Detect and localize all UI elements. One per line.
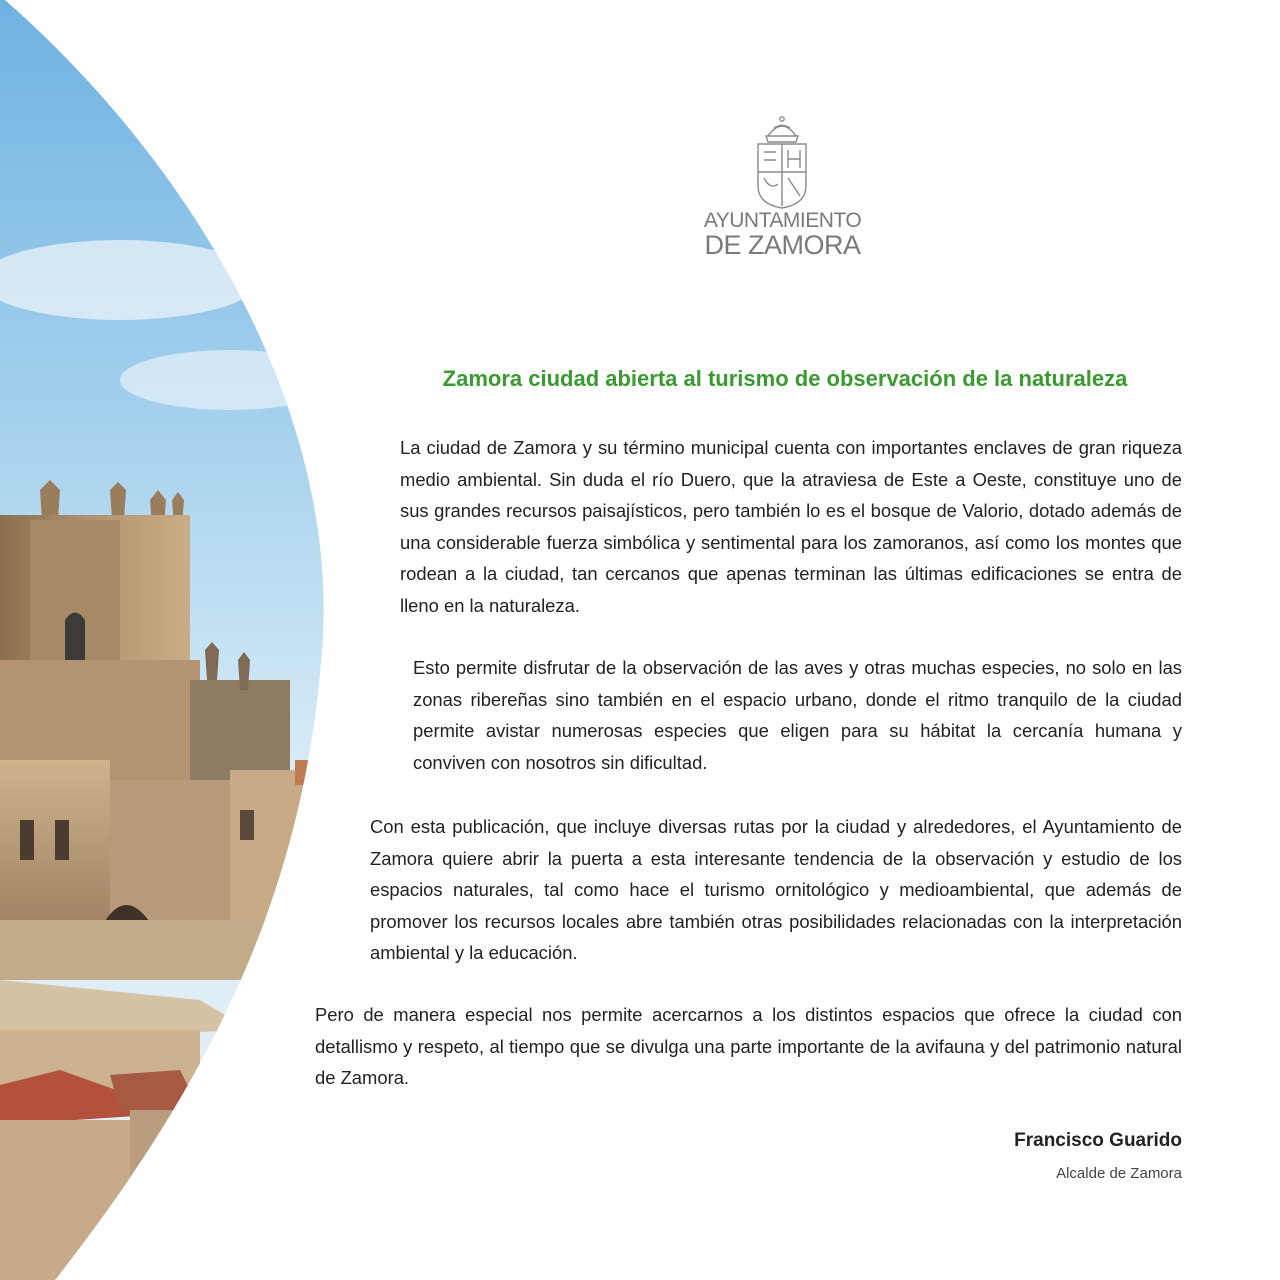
signature-name: Francisco Guarido	[1014, 1130, 1182, 1151]
cathedral-photo	[0, 0, 330, 1280]
org-name-line2: DE ZAMORA	[704, 230, 861, 260]
paragraph-publication: Con esta publicación, que incluye diversas rutas por la ciudad y alrededores, el Ayuntamiento de Zamora quiere abrir la puerta a esta interesante tendencia de la observación y estudio de los espacios naturales, tal como hace el turismo ornitológico y medioambiental, que además de promover los recursos locales abre también otras posibilidades relacionadas con la interpretación ambiental y la educación.	[370, 816, 1182, 963]
paragraph-observation: Esto permite disfrutar de la observación de las aves y otras muchas especies, no solo en las zonas ribereñas sino también en el espacio urbano, donde el ritmo tranquilo de la ciudad permite avistar numerosas especies que eligen para su hábitat la cercanía humana y conviven con nosotros sin dificultad.	[413, 657, 1182, 773]
organization-name	[700, 210, 865, 259]
paragraph-closing: Pero de manera especial nos permite acercarnos a los distintos espacios que ofrece la ciudad con detallismo y respeto, al tiempo que se divulga una parte importante de la avifauna y del patrimonio natural de Zamora.	[315, 1004, 1182, 1088]
paragraph-intro: La ciudad de Zamora y su término municipal cuenta con importantes enclaves de gran riqueza medio ambiental. Sin duda el río Duero, que la atraviesa de Este a Oeste, constituye uno de sus grandes recursos paisajísticos, pero también lo es el bosque de Valorio, dotado además de una considerable fuerza simbólica y sentimental para los zamoranos, así como los montes que rodean a la ciudad, tan cercanos que apenas terminan las últimas edificaciones se entra de lleno en la naturaleza.	[400, 437, 1182, 616]
page-title: Zamora ciudad abierta al turismo de observación de la naturaleza	[442, 366, 1128, 391]
org-name-line1: AYUNTAMIENTO	[703, 209, 862, 232]
signature-role: Alcalde de Zamora	[1056, 1165, 1182, 1182]
coat-of-arms-icon	[752, 114, 812, 210]
